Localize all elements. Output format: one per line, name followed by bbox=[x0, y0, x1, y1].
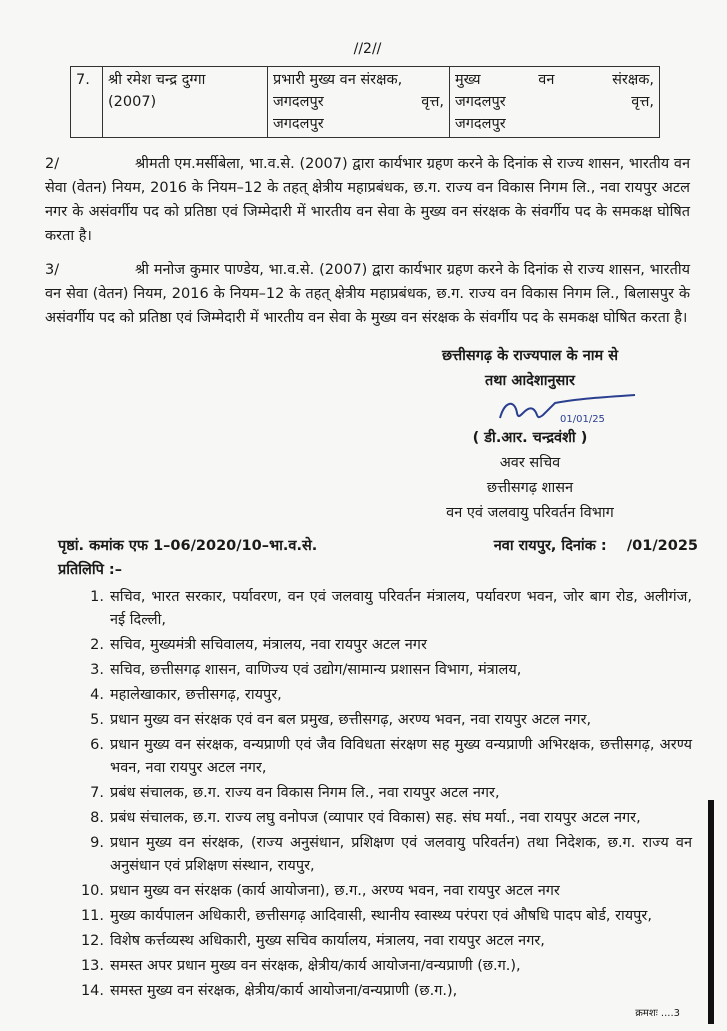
list-number: 3. bbox=[90, 662, 104, 678]
page-number: //2// bbox=[353, 41, 382, 57]
copy-heading: प्रतिलिपि :– bbox=[58, 562, 122, 578]
list-item bbox=[80, 980, 692, 1003]
paragraph-3 bbox=[45, 258, 690, 330]
list-text: प्रधान मुख्य वन संरक्षक, वन्यप्राणी एवं जैव विविधता संरक्षण सह मुख्य वन्यप्राणी अभिरक्षक, छत्तीसगढ़, अरण्य भवन, नवा रायपुर अटल नगर, bbox=[110, 737, 692, 776]
list-item bbox=[80, 930, 692, 953]
copy-list bbox=[80, 586, 692, 1003]
current-post-line: प्रभारी मुख्य वन संरक्षक, bbox=[273, 72, 403, 88]
signatory-government: छत्तीसगढ़ शासन bbox=[486, 480, 574, 496]
list-number: 7. bbox=[90, 785, 104, 801]
officer-batch: (2007) bbox=[108, 94, 157, 110]
officer-name: श्री रमेश चन्द्र दुग्गा bbox=[108, 72, 206, 88]
name-cell bbox=[103, 67, 268, 138]
list-item bbox=[80, 782, 692, 805]
paragraph-2 bbox=[45, 152, 690, 248]
list-item bbox=[80, 905, 692, 928]
list-item bbox=[80, 659, 692, 682]
list-text: विशेष कर्त्तव्यस्थ अधिकारी, मुख्य सचिव कार्यालय, मंत्रालय, नवा रायपुर अटल नगर, bbox=[110, 933, 545, 949]
list-text: प्रधान मुख्य वन संरक्षक, (राज्य अनुसंधान, प्रशिक्षण एवं जलवायु परिवर्तन) तथा निदेशक, छ.ग. राज्य वन अनुसंधान एवं प्रशिक्षण संस्थान, रायपुर, bbox=[110, 835, 692, 874]
current-post-cell bbox=[268, 67, 450, 138]
list-text: प्रधान मुख्य वन संरक्षक एवं वन बल प्रमुख, छत्तीसगढ़, अरण्य भवन, नवा रायपुर अटल नगर, bbox=[110, 712, 592, 728]
new-post-line: जगदलपुर वृत्त, bbox=[455, 94, 654, 110]
list-number: 11. bbox=[80, 908, 104, 924]
list-text: महालेखाकार, छत्तीसगढ़, रायपुर, bbox=[110, 687, 282, 703]
place-date: नवा रायपुर, दिनांक : /01/2025 bbox=[493, 538, 698, 554]
signature-block bbox=[400, 344, 660, 526]
list-number: 14. bbox=[80, 983, 104, 999]
signature-date: 01/01/25 bbox=[560, 414, 605, 425]
serial-cell: 7. bbox=[71, 67, 103, 138]
signatory-designation: अवर सचिव bbox=[499, 455, 561, 471]
list-text: सचिव, मुख्यमंत्री सचिवालय, मंत्रालय, नवा रायपुर अटल नगर bbox=[110, 637, 427, 653]
list-number: 13. bbox=[80, 958, 104, 974]
list-number: 1. bbox=[90, 589, 104, 605]
current-post-line: जगदलपुर bbox=[273, 116, 324, 132]
list-number: 5. bbox=[90, 712, 104, 728]
reference-line bbox=[58, 534, 698, 582]
table-row bbox=[71, 67, 660, 138]
new-post-cell bbox=[450, 67, 660, 138]
list-item bbox=[80, 807, 692, 830]
list-item bbox=[80, 684, 692, 707]
continued-note: क्रमशः ....3 bbox=[635, 1008, 680, 1019]
officer-table bbox=[70, 66, 660, 138]
list-item bbox=[80, 709, 692, 732]
signatory-department: वन एवं जलवायु परिवर्तन विभाग bbox=[446, 505, 614, 521]
list-item bbox=[80, 955, 692, 978]
list-item bbox=[80, 880, 692, 903]
list-number: 6. bbox=[90, 737, 104, 753]
list-text: सचिव, छत्तीसगढ़ शासन, वाणिज्य एवं उद्योग/सामान्य प्रशासन विभाग, मंत्रालय, bbox=[110, 662, 522, 678]
list-text: मुख्य कार्यपालन अधिकारी, छत्तीसगढ़ आदिवासी, स्थानीय स्वास्थ्य परंपरा एवं औषधि पादप बोर्ड, रायपुर, bbox=[110, 908, 652, 924]
list-text: सचिव, भारत सरकार, पर्यावरण, वन एवं जलवायु परिवर्तन मंत्रालय, पर्यावरण भवन, जोर बाग रोड, अलीगंज, नई दिल्ली, bbox=[110, 589, 692, 628]
list-item bbox=[80, 832, 692, 878]
list-text: समस्त मुख्य वन संरक्षक, क्षेत्रीय/कार्य आयोजना/वन्यप्राणी (छ.ग.), bbox=[110, 983, 458, 999]
handwritten-signature bbox=[400, 394, 660, 426]
paragraph-text: श्रीमती एम.मर्सीबेला, भा.व.से. (2007) द्वारा कार्यभार ग्रहण करने के दिनांक से राज्य शासन, भारतीय वन सेवा (वेतन) नियम, 2016 के नियम–12 के तहत् क्षेत्रीय महाप्रबंधक, छ.ग. राज्य वन विकास निगम लि., नवा रायपुर अटल नगर के असंवर्गीय पद को प्रतिष्ठा एवं जिम्मेदारी में भारतीय वन सेवा के मुख्य वन संरक्षक के संवर्गीय पद के समकक्ष घोषित करता है। bbox=[45, 156, 690, 244]
paragraph-number: 3/ bbox=[45, 262, 60, 278]
current-post-line: जगदलपुर वृत्त, bbox=[273, 94, 444, 110]
scan-edge-shadow bbox=[708, 800, 714, 1024]
authority-line: छत्तीसगढ़ के राज्यपाल के नाम से bbox=[441, 348, 619, 364]
paragraph-text: श्री मनोज कुमार पाण्डेय, भा.व.से. (2007) द्वारा कार्यभार ग्रहण करने के दिनांक से राज्य शासन, भारतीय वन सेवा (वेतन) नियम, 2016 के नियम–12 के तहत् क्षेत्रीय महाप्रबंधक, छ.ग. राज्य वन विकास निगम लि., बिलासपुर के असंवर्गीय पद को प्रतिष्ठा एवं जिम्मेदारी में भारतीय वन सेवा के मुख्य वन संरक्षक के संवर्गीय पद के समकक्ष घोषित करता है। bbox=[45, 262, 690, 326]
document-page bbox=[45, 0, 698, 1031]
reference-number: पृष्ठां. कमांक एफ 1–06/2020/10–भा.व.से. bbox=[58, 538, 318, 554]
list-number: 8. bbox=[90, 810, 104, 826]
list-number: 10. bbox=[80, 883, 104, 899]
list-number: 4. bbox=[90, 687, 104, 703]
list-text: समस्त अपर प्रधान मुख्य वन संरक्षक, क्षेत्रीय/कार्य आयोजना/वन्यप्राणी (छ.ग.), bbox=[110, 958, 521, 974]
paragraph-number: 2/ bbox=[45, 156, 60, 172]
list-item bbox=[80, 734, 692, 780]
signatory-name: ( डी.आर. चन्द्रवंशी ) bbox=[472, 430, 588, 446]
list-text: प्रधान मुख्य वन संरक्षक (कार्य आयोजना), छ.ग., अरण्य भवन, नवा रायपुर अटल नगर bbox=[110, 883, 560, 899]
list-item bbox=[80, 634, 692, 657]
authority-line: तथा आदेशानुसार bbox=[484, 373, 575, 389]
list-item bbox=[80, 586, 692, 632]
list-number: 12. bbox=[80, 933, 104, 949]
list-text: प्रबंध संचालक, छ.ग. राज्य लघु वनोपज (व्यापार एवं विकास) सह. संघ मर्या., नवा रायपुर अटल नगर, bbox=[110, 810, 641, 826]
new-post-line: जगदलपुर bbox=[455, 116, 506, 132]
list-number: 9. bbox=[90, 835, 104, 851]
list-text: प्रबंध संचालक, छ.ग. राज्य वन विकास निगम लि., नवा रायपुर अटल नगर, bbox=[110, 785, 500, 801]
list-number: 2. bbox=[90, 637, 104, 653]
new-post-line: मुख्य वन संरक्षक, bbox=[455, 72, 654, 88]
